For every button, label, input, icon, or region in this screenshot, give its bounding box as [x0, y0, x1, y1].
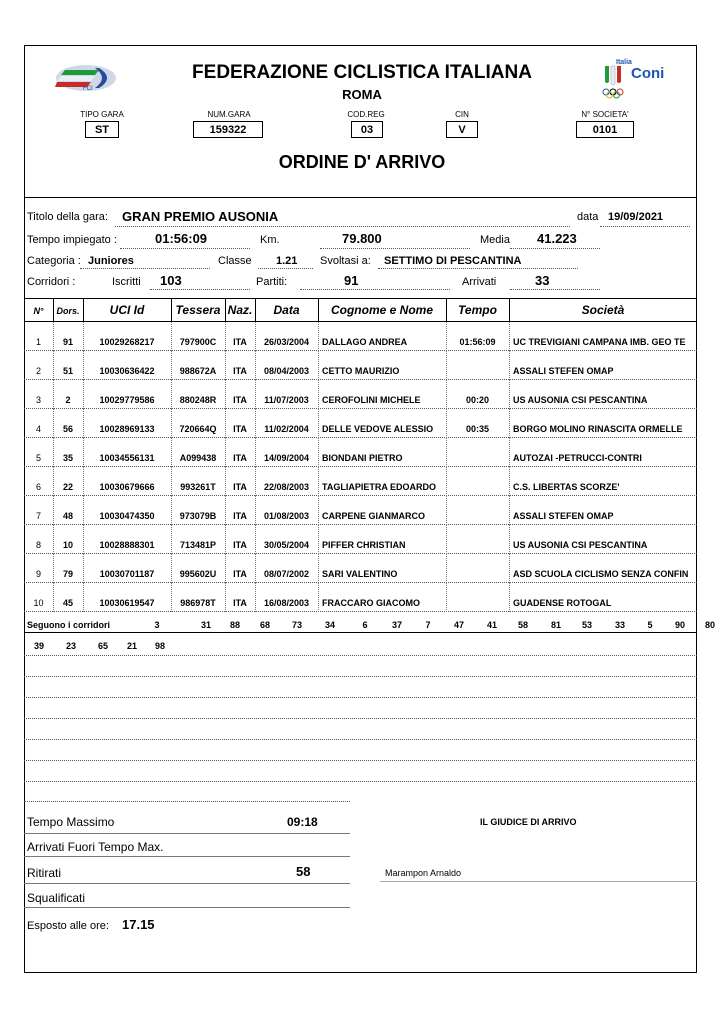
cell-name: PIFFER CHRISTIAN — [322, 540, 406, 550]
cell-bib: 45 — [62, 598, 73, 608]
row-separator — [24, 611, 697, 612]
cell-bib: 10 — [62, 540, 73, 550]
following-bib: 33 — [614, 620, 625, 630]
following-bib: 37 — [391, 620, 402, 630]
blank-line — [24, 781, 697, 782]
cell-bib: 35 — [62, 453, 73, 463]
cell-birth-date: 22/08/2003 — [263, 482, 310, 492]
cell-divider — [509, 583, 510, 612]
header-name: Cognome e Nome — [330, 303, 433, 317]
cell-name: CEROFOLINI MICHELE — [322, 395, 421, 405]
cin-box: V — [446, 121, 478, 138]
cell-birth-date: 08/07/2002 — [263, 569, 310, 579]
header-nation: Naz. — [227, 303, 253, 317]
cell-divider — [318, 554, 319, 583]
society-number-box: 0101 — [576, 121, 634, 138]
cell-uci-id: 10030636422 — [99, 366, 155, 376]
race-class: 1.21 — [276, 255, 298, 267]
row-separator — [24, 437, 697, 438]
cell-divider — [318, 583, 319, 612]
average-label: Media — [480, 234, 510, 246]
cell-divider — [318, 438, 319, 467]
cell-nation: ITA — [233, 424, 247, 434]
signature-rule — [380, 881, 697, 882]
disqualified-label: Squalificati — [27, 891, 86, 905]
region-code-label: COD.REG — [347, 110, 385, 119]
dotted-rule — [320, 248, 470, 249]
society-number-label: N° SOCIETA' — [581, 110, 629, 119]
cell-license: 720664Q — [179, 424, 217, 434]
footer-rule — [24, 833, 350, 834]
row-separator — [24, 466, 697, 467]
following-bib: 23 — [65, 641, 76, 651]
cell-bib: 51 — [62, 366, 73, 376]
header-license: Tessera — [175, 303, 221, 317]
following-bib: 80 — [704, 620, 715, 630]
region-code-box: 03 — [351, 121, 383, 138]
following-bib: 90 — [674, 620, 685, 630]
cell-team: US AUSONIA CSI PESCANTINA — [513, 395, 648, 405]
category-label: Categoria : — [27, 255, 81, 267]
cell-nation: ITA — [233, 337, 247, 347]
cell-license: 973079B — [179, 511, 217, 521]
following-bib: 31 — [200, 620, 211, 630]
cell-divider — [509, 525, 510, 554]
race-type-box: ST — [85, 121, 119, 138]
km-label: Km. — [260, 234, 280, 246]
cell-divider — [318, 322, 319, 351]
cell-divider — [509, 380, 510, 409]
row-separator — [24, 495, 697, 496]
riders-label: Corridori : — [27, 276, 76, 288]
out-of-time-label: Arrivati Fuori Tempo Max. — [27, 840, 164, 854]
blank-line — [24, 760, 697, 761]
cell-team: C.S. LIBERTAS SCORZE' — [513, 482, 620, 492]
cell-uci-id: 10034556131 — [99, 453, 155, 463]
cell-nation: ITA — [233, 598, 247, 608]
cell-uci-id: 10029268217 — [99, 337, 155, 347]
cell-divider — [509, 496, 510, 525]
cell-birth-date: 14/09/2004 — [263, 453, 310, 463]
following-label: Seguono i corridori — [27, 620, 111, 630]
cell-name: CARPENE GIANMARCO — [322, 511, 426, 521]
cell-divider — [318, 351, 319, 380]
cell-nation: ITA — [233, 482, 247, 492]
cell-name: CETTO MAURIZIO — [322, 366, 400, 376]
following-bib: 58 — [517, 620, 528, 630]
following-bib: 34 — [324, 620, 335, 630]
blank-line — [24, 739, 697, 740]
cell-license: 995602U — [179, 569, 217, 579]
arrived-count: 33 — [535, 273, 550, 288]
race-number-box: 159322 — [193, 121, 263, 138]
following-bib: 41 — [486, 620, 497, 630]
cell-divider — [509, 554, 510, 583]
cell-time: 01:56:09 — [459, 337, 496, 347]
table-header-rule — [24, 321, 697, 322]
cell-pos: 4 — [35, 424, 41, 434]
cell-pos: 7 — [35, 511, 41, 521]
dotted-rule — [115, 226, 570, 227]
max-time: 09:18 — [287, 815, 318, 829]
following-bib: 68 — [259, 620, 270, 630]
cell-divider — [318, 467, 319, 496]
cell-uci-id: 10030679666 — [99, 482, 155, 492]
following-bib: 7 — [425, 620, 431, 630]
row-separator — [24, 582, 697, 583]
cell-license: 993261T — [180, 482, 216, 492]
blank-line — [24, 697, 697, 698]
cell-divider — [318, 409, 319, 438]
judge-name: Marampon Arnaldo — [385, 868, 462, 878]
cell-nation: ITA — [233, 540, 247, 550]
footer-rule — [24, 856, 350, 857]
svg-text:Coni: Coni — [631, 65, 665, 82]
arrived-label: Arrivati — [462, 276, 497, 288]
race-km: 79.800 — [342, 231, 382, 246]
dotted-rule — [300, 289, 450, 290]
federation-city: ROMA — [342, 87, 382, 102]
following-bib: 47 — [453, 620, 464, 630]
cell-birth-date: 11/07/2003 — [264, 395, 309, 405]
cell-team: UC TREVIGIANI CAMPANA IMB. GEO TE — [513, 337, 686, 347]
following-bib: 73 — [291, 620, 302, 630]
cell-divider — [318, 380, 319, 409]
footer-rule — [24, 907, 350, 908]
cell-team: US AUSONIA CSI PESCANTINA — [513, 540, 648, 550]
cell-team: ASD SCUOLA CICLISMO SENZA CONFIN — [513, 569, 689, 579]
cell-divider — [446, 438, 447, 467]
cell-pos: 5 — [35, 453, 41, 463]
cell-license: 797900C — [179, 337, 217, 347]
cell-bib: 48 — [62, 511, 73, 521]
following-bib: 39 — [33, 641, 44, 651]
cell-divider — [318, 496, 319, 525]
cell-team: GUADENSE ROTOGAL — [513, 598, 612, 608]
cell-nation: ITA — [233, 569, 247, 579]
cell-team: ASSALI STEFEN OMAP — [513, 366, 614, 376]
row-separator — [24, 524, 697, 525]
info-top-rule — [24, 197, 697, 198]
dotted-rule — [378, 268, 578, 269]
started-label: Partiti: — [256, 276, 288, 288]
cell-bib: 56 — [62, 424, 73, 434]
cell-nation: ITA — [233, 453, 247, 463]
cell-divider — [446, 351, 447, 380]
race-time: 01:56:09 — [155, 231, 208, 246]
cell-team: ASSALI STEFEN OMAP — [513, 511, 614, 521]
cell-license: A099438 — [179, 453, 217, 463]
following-rule — [24, 632, 697, 633]
cell-divider — [509, 322, 510, 351]
dotted-rule — [510, 289, 600, 290]
cell-nation: ITA — [233, 395, 247, 405]
cell-name: FRACCARO GIACOMO — [322, 598, 420, 608]
started-count: 91 — [344, 273, 359, 288]
cell-pos: 3 — [35, 395, 41, 405]
cell-name: DALLAGO ANDREA — [322, 337, 408, 347]
header-time: Tempo — [458, 303, 497, 317]
cell-time: 00:35 — [465, 424, 490, 434]
cell-time: 00:20 — [465, 395, 490, 405]
class-label: Classe — [218, 255, 252, 267]
cell-uci-id: 10028888301 — [99, 540, 155, 550]
header-pos: N° — [33, 306, 44, 316]
cell-name: DELLE VEDOVE ALESSIO — [322, 424, 434, 434]
enrolled-label: Iscritti — [112, 276, 141, 288]
following-bib: 65 — [97, 641, 108, 651]
cell-birth-date: 11/02/2004 — [264, 424, 309, 434]
judge-label: IL GIUDICE DI ARRIVO — [480, 817, 577, 827]
row-separator — [24, 553, 697, 554]
race-type-label: TIPO GARA — [80, 110, 124, 119]
cell-pos: 2 — [35, 366, 41, 376]
blank-line — [24, 655, 697, 656]
dotted-rule — [600, 226, 690, 227]
cin-label: CIN — [455, 110, 469, 119]
cell-pos: 9 — [35, 569, 41, 579]
cell-license: 713481P — [179, 540, 217, 550]
max-time-label: Tempo Massimo — [27, 815, 115, 829]
cell-name: TAGLIAPIETRA EDOARDO — [322, 482, 436, 492]
cell-pos: 10 — [33, 598, 44, 608]
blank-line — [24, 718, 697, 719]
cell-divider — [509, 438, 510, 467]
cell-bib: 79 — [62, 569, 73, 579]
cell-uci-id: 10030474350 — [99, 511, 155, 521]
header-uci-id: UCI Id — [109, 303, 145, 317]
following-bib: 21 — [126, 641, 137, 651]
cell-uci-id: 10030619547 — [99, 598, 155, 608]
place-label: Svoltasi a: — [320, 255, 371, 267]
race-title-label: Titolo della gara: — [27, 211, 108, 223]
cell-birth-date: 08/04/2003 — [263, 366, 310, 376]
following-bib: 5 — [647, 620, 653, 630]
cell-birth-date: 26/03/2004 — [263, 337, 310, 347]
dotted-rule — [258, 268, 313, 269]
cell-uci-id: 10030701187 — [99, 569, 155, 579]
cell-nation: ITA — [233, 511, 247, 521]
enrolled-count: 103 — [160, 273, 182, 288]
exposed-time: 17.15 — [122, 917, 155, 932]
cell-license: 988672A — [179, 366, 217, 376]
row-separator — [24, 379, 697, 380]
cell-bib: 22 — [62, 482, 73, 492]
cell-license: 986978T — [180, 598, 216, 608]
row-separator — [24, 350, 697, 351]
header-birth-date: Data — [273, 303, 300, 317]
cell-divider — [318, 525, 319, 554]
following-bib: 98 — [154, 641, 165, 651]
race-average: 41.223 — [537, 231, 577, 246]
cell-team: AUTOZAI -PETRUCCI-CONTRI — [513, 453, 642, 463]
cell-bib: 91 — [62, 337, 73, 347]
exposed-label: Esposto alle ore: — [27, 920, 109, 932]
following-bib: 81 — [550, 620, 561, 630]
race-date-label: data — [577, 211, 599, 223]
dotted-rule — [80, 268, 210, 269]
table-top-rule — [24, 298, 697, 299]
cell-nation: ITA — [233, 366, 247, 376]
following-bib: 6 — [362, 620, 368, 630]
cell-license: 880248R — [179, 395, 217, 405]
race-place: SETTIMO DI PESCANTINA — [384, 255, 522, 267]
header-team: Società — [581, 303, 625, 317]
dotted-rule — [120, 248, 250, 249]
cell-birth-date: 01/08/2003 — [263, 511, 310, 521]
cell-divider — [509, 467, 510, 496]
blank-line — [24, 801, 350, 802]
following-bib: 88 — [229, 620, 240, 630]
svg-text:Italia: Italia — [616, 59, 632, 66]
federation-title: FEDERAZIONE CICLISTICA ITALIANA — [192, 62, 532, 83]
blank-line — [24, 676, 697, 677]
cell-divider — [446, 467, 447, 496]
cell-divider — [446, 525, 447, 554]
cell-birth-date: 16/08/2003 — [263, 598, 310, 608]
cell-pos: 8 — [35, 540, 41, 550]
retired-count: 58 — [296, 864, 311, 879]
race-category: Juniores — [88, 255, 134, 267]
cell-name: BIONDANI PIETRO — [322, 453, 403, 463]
document-title: ORDINE D' ARRIVO — [278, 152, 446, 172]
header-bib: Dors. — [56, 306, 80, 316]
dotted-rule — [510, 248, 600, 249]
cell-divider — [509, 351, 510, 380]
following-bib: 3 — [154, 620, 160, 630]
cell-uci-id: 10028969133 — [99, 424, 155, 434]
dotted-rule — [150, 289, 250, 290]
row-separator — [24, 408, 697, 409]
time-label: Tempo impiegato : — [27, 234, 117, 246]
race-number-label: NUM.GARA — [207, 110, 251, 119]
race-title: GRAN PREMIO AUSONIA — [122, 209, 279, 224]
cell-divider — [446, 583, 447, 612]
cell-pos: 1 — [35, 337, 41, 347]
cell-pos: 6 — [35, 482, 41, 492]
cell-team: BORGO MOLINO RINASCITA ORMELLE — [513, 424, 683, 434]
cell-uci-id: 10029779586 — [99, 395, 155, 405]
cell-divider — [446, 554, 447, 583]
following-bib: 53 — [581, 620, 592, 630]
race-date: 19/09/2021 — [608, 211, 664, 223]
cell-divider — [446, 496, 447, 525]
cell-birth-date: 30/05/2004 — [263, 540, 310, 550]
cell-bib: 2 — [65, 395, 71, 405]
cell-name: SARI VALENTINO — [322, 569, 398, 579]
svg-text:FCI: FCI — [83, 86, 93, 92]
cell-divider — [509, 409, 510, 438]
footer-rule — [24, 883, 350, 884]
retired-label: Ritirati — [27, 866, 62, 880]
